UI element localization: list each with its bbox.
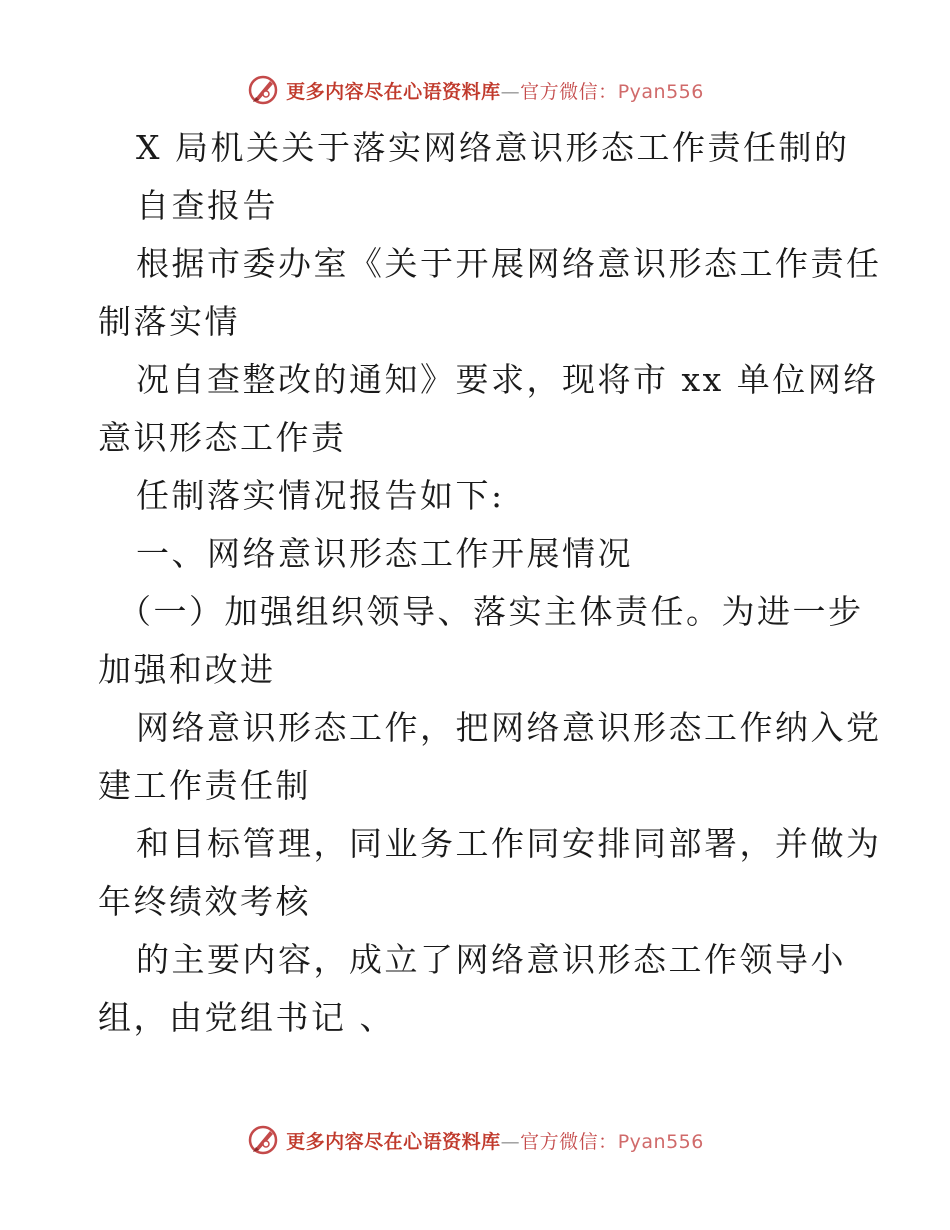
watermark-account-handle: Pyan556 xyxy=(617,80,704,103)
watermark-site: 更多内容尽在心语资料库 xyxy=(286,1130,501,1153)
quill-pen-logo-icon xyxy=(246,73,280,107)
footer-watermark xyxy=(0,1120,950,1160)
footer-watermark-inner xyxy=(246,1123,704,1157)
watermark-dash: — xyxy=(500,1130,521,1153)
paragraph-line: 和目标管理，同业务工作同安排同部署，并做为 xyxy=(136,824,882,863)
paragraph-line: （一）加强组织领导、落实主体责任。为进一步 xyxy=(118,592,864,631)
quill-pen-logo-icon xyxy=(246,1123,280,1157)
paragraph-line: 况自查整改的通知》要求，现将市 xx 单位网络 xyxy=(136,360,879,399)
paragraph-line: 网络意识形态工作，把网络意识形态工作纳入党 xyxy=(136,708,882,747)
paragraph-line: 的主要内容，成立了网络意识形态工作领导小 xyxy=(136,940,846,979)
document-title-line-1: X 局机关关于落实网络意识形态工作责任制的 xyxy=(136,128,850,167)
header-watermark-inner xyxy=(246,73,704,107)
watermark-site: 更多内容尽在心语资料库 xyxy=(286,80,501,103)
watermark-account-handle: Pyan556 xyxy=(617,1130,704,1153)
section-heading: 一、网络意识形态工作开展情况 xyxy=(136,534,633,573)
paragraph-line: 意识形态工作责 xyxy=(98,418,347,457)
paragraph-line: 制落实情 xyxy=(98,302,240,341)
paragraph-line: 组，由党组书记 、 xyxy=(98,998,395,1037)
paragraph-line: 加强和改进 xyxy=(98,650,276,689)
watermark-account-label: 官方微信： xyxy=(520,1130,618,1153)
paragraph-line: 根据市委办室《关于开展网络意识形态工作责任 xyxy=(136,244,882,283)
paragraph-line: 年终绩效考核 xyxy=(98,882,311,921)
watermark-dash: — xyxy=(500,80,521,103)
paragraph-line: 建工作责任制 xyxy=(98,766,311,805)
watermark-account-label: 官方微信： xyxy=(520,80,618,103)
watermark-text xyxy=(286,77,704,104)
watermark-text xyxy=(286,1127,704,1154)
header-watermark xyxy=(0,70,950,110)
paragraph-line: 任制落实情况报告如下: xyxy=(136,476,505,515)
document-title-line-2: 自查报告 xyxy=(136,186,278,225)
